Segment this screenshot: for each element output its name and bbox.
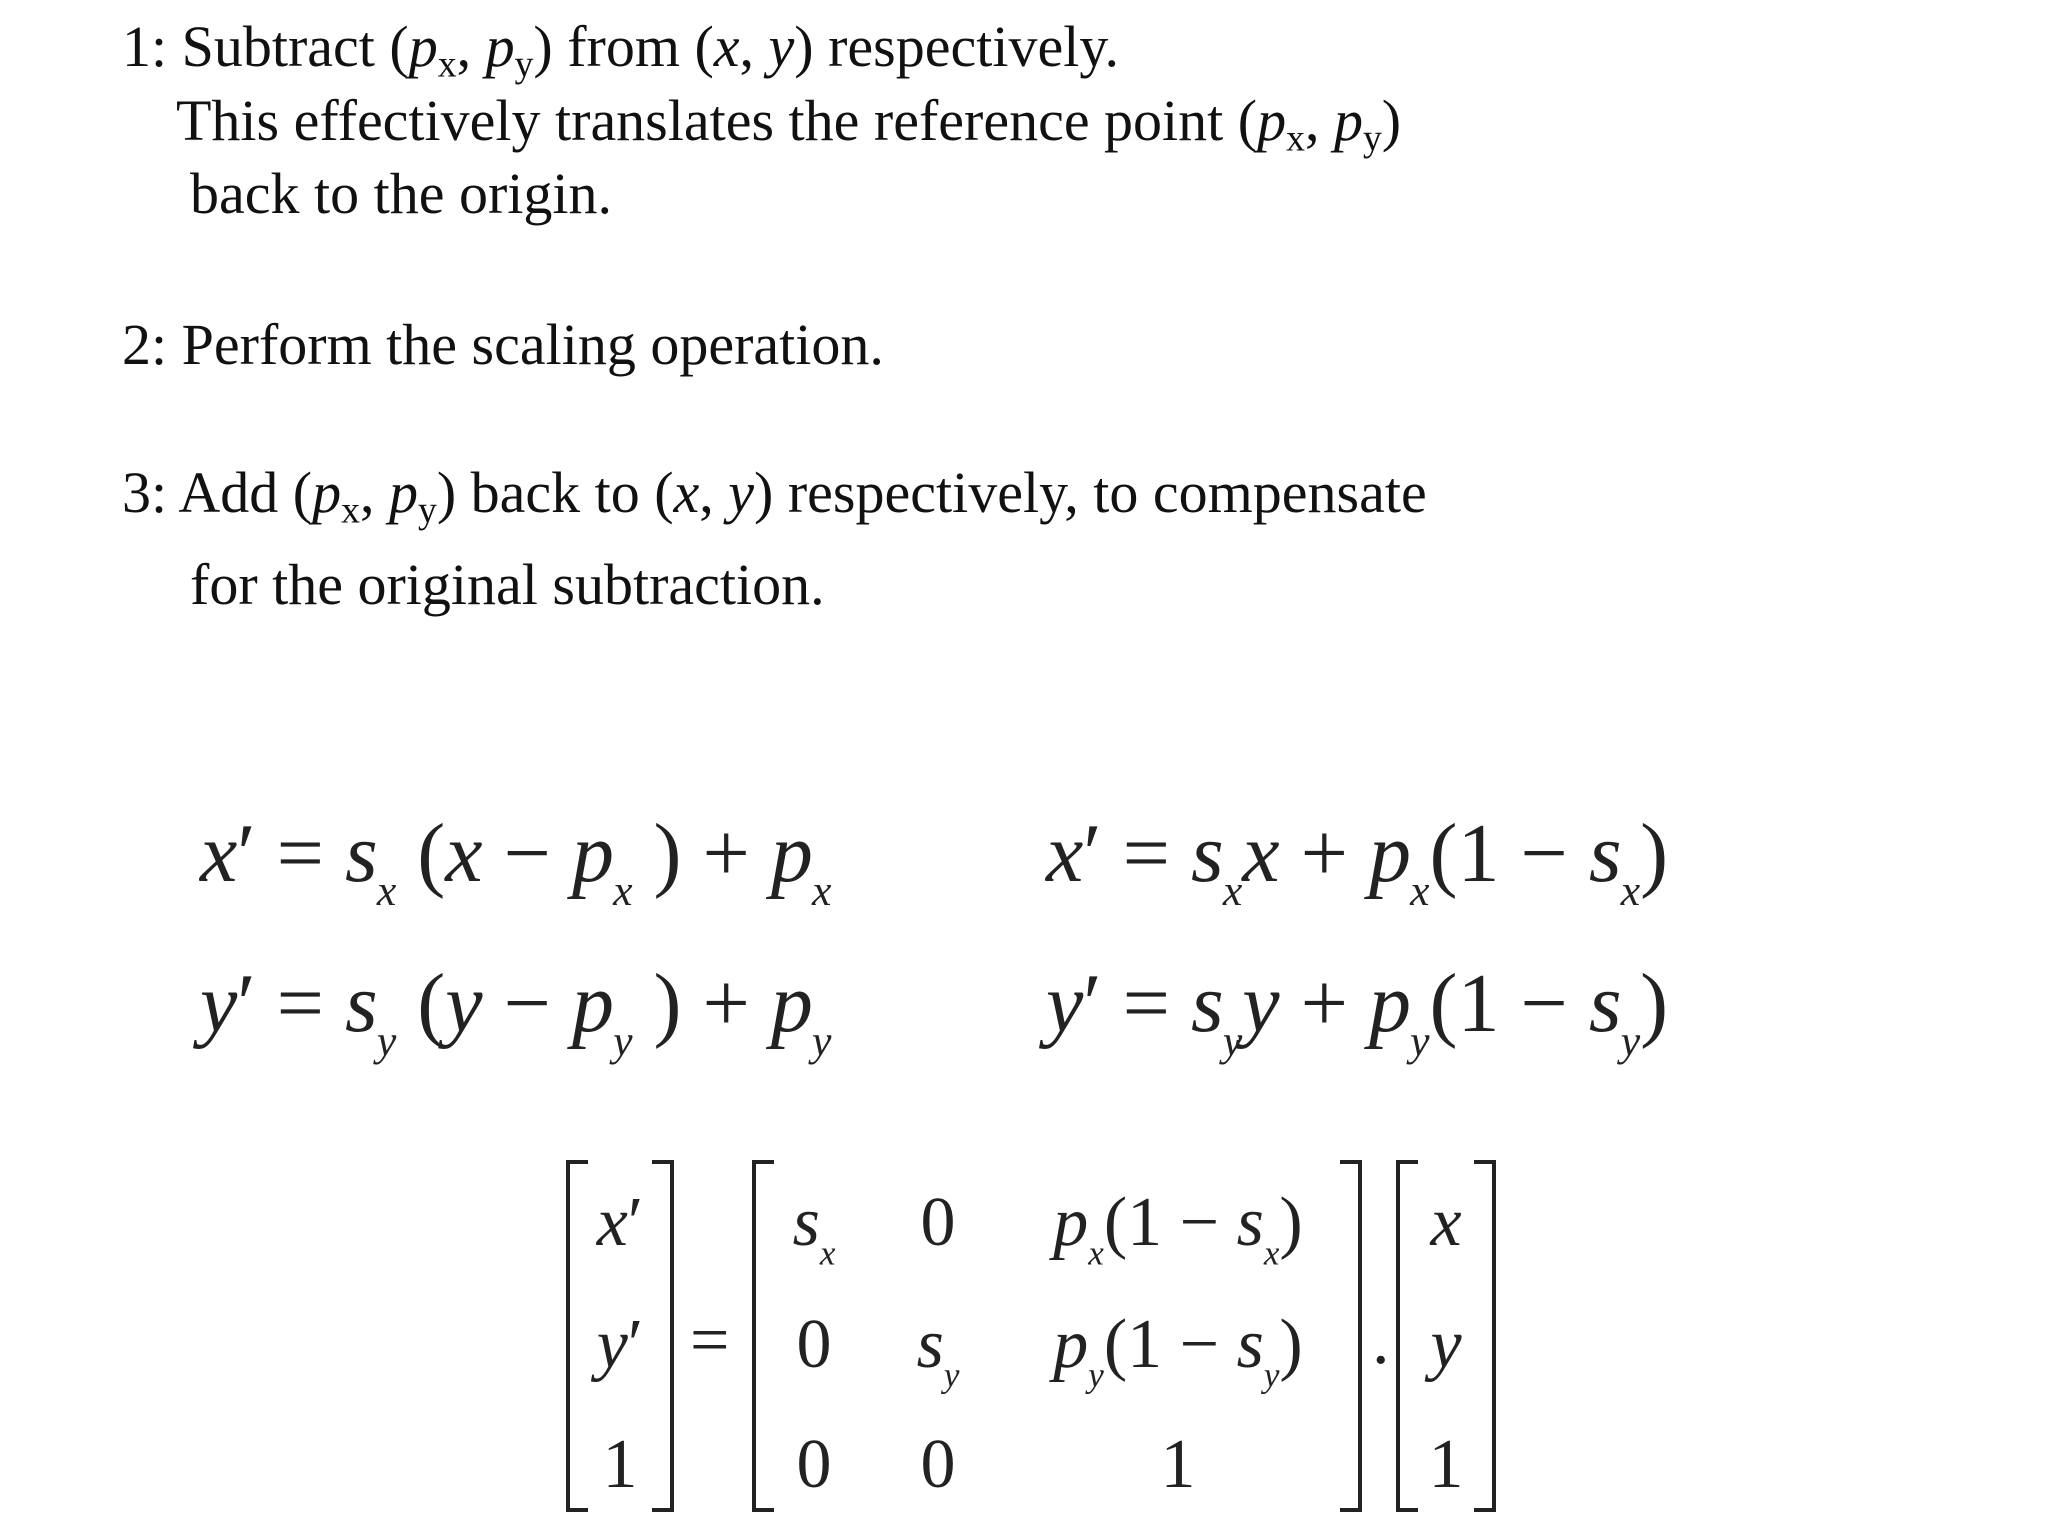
step-2-line-1 bbox=[122, 312, 884, 377]
rhs-y: y bbox=[1430, 1306, 1462, 1383]
matrix-cell-2-2: 1 bbox=[1160, 1426, 1196, 1503]
matrix-equation bbox=[560, 1160, 1500, 1520]
equals-sign: = bbox=[690, 1302, 730, 1379]
step-1-line-2: This effectively translates the reference point ($p_x$, $p_y$) bbox=[176, 88, 1402, 160]
step-2-text: Perform the scaling operation. bbox=[181, 312, 884, 377]
matrix-cell-1-2: $p_y(1 - s_y)$ bbox=[1053, 1306, 1303, 1395]
matrix-right-bracket bbox=[1340, 1160, 1362, 1512]
matrix-cell-1-1: $s_y$ bbox=[916, 1306, 960, 1395]
lhs-y-prime: y′ bbox=[596, 1306, 644, 1383]
step-3-number: 3: bbox=[122, 460, 168, 525]
lhs-x-prime: x′ bbox=[596, 1184, 644, 1261]
step-1-number: 1: bbox=[122, 14, 168, 79]
matrix-cell-0-0: $s_x$ bbox=[792, 1184, 836, 1273]
rhs-one: 1 bbox=[1428, 1426, 1464, 1503]
step-3-line-1: 3: Add ($p_x$, $p_y$) back to (x, y) respectively, to compensate bbox=[122, 460, 1427, 532]
lhs-one: 1 bbox=[602, 1426, 638, 1503]
equation-right-x: $x' = s_xx + p_x(1 - s_x)$ bbox=[1046, 807, 1669, 916]
equation-left-y: $y' = s_y$ ($y - p_y$ ) + $p_y$ bbox=[200, 957, 832, 1066]
matrix-cell-0-2: $p_x(1 - s_x)$ bbox=[1053, 1184, 1303, 1273]
step-2-number: 2: bbox=[122, 312, 168, 377]
rhs-x: x bbox=[1430, 1184, 1462, 1261]
matrix-cell-0-1: 0 bbox=[920, 1184, 956, 1261]
matrix-cell-2-1: 0 bbox=[920, 1426, 956, 1503]
dot-operator: . bbox=[1372, 1302, 1390, 1379]
rhs-right-bracket bbox=[1474, 1160, 1496, 1512]
matrix-cell-2-0: 0 bbox=[796, 1426, 832, 1503]
equation-right-y: $y' = s_yy + p_y(1 - s_y)$ bbox=[1046, 957, 1669, 1066]
step-1-line-1: 1: Subtract ($p_x$, $p_y$) from (x, y) respectively. bbox=[122, 14, 1120, 86]
lhs-right-bracket bbox=[652, 1160, 674, 1512]
equation-left-x: $x' = s_x$ ($x - p_x$ ) + $p_x$ bbox=[200, 807, 832, 916]
rhs-left-bracket bbox=[1396, 1160, 1418, 1512]
matrix-left-bracket bbox=[752, 1160, 774, 1512]
step-3-line-2: for the original subtraction. bbox=[190, 552, 825, 617]
matrix-cell-1-0: 0 bbox=[796, 1306, 832, 1383]
step-1-line-3: back to the origin. bbox=[190, 161, 613, 226]
lhs-left-bracket bbox=[566, 1160, 588, 1512]
